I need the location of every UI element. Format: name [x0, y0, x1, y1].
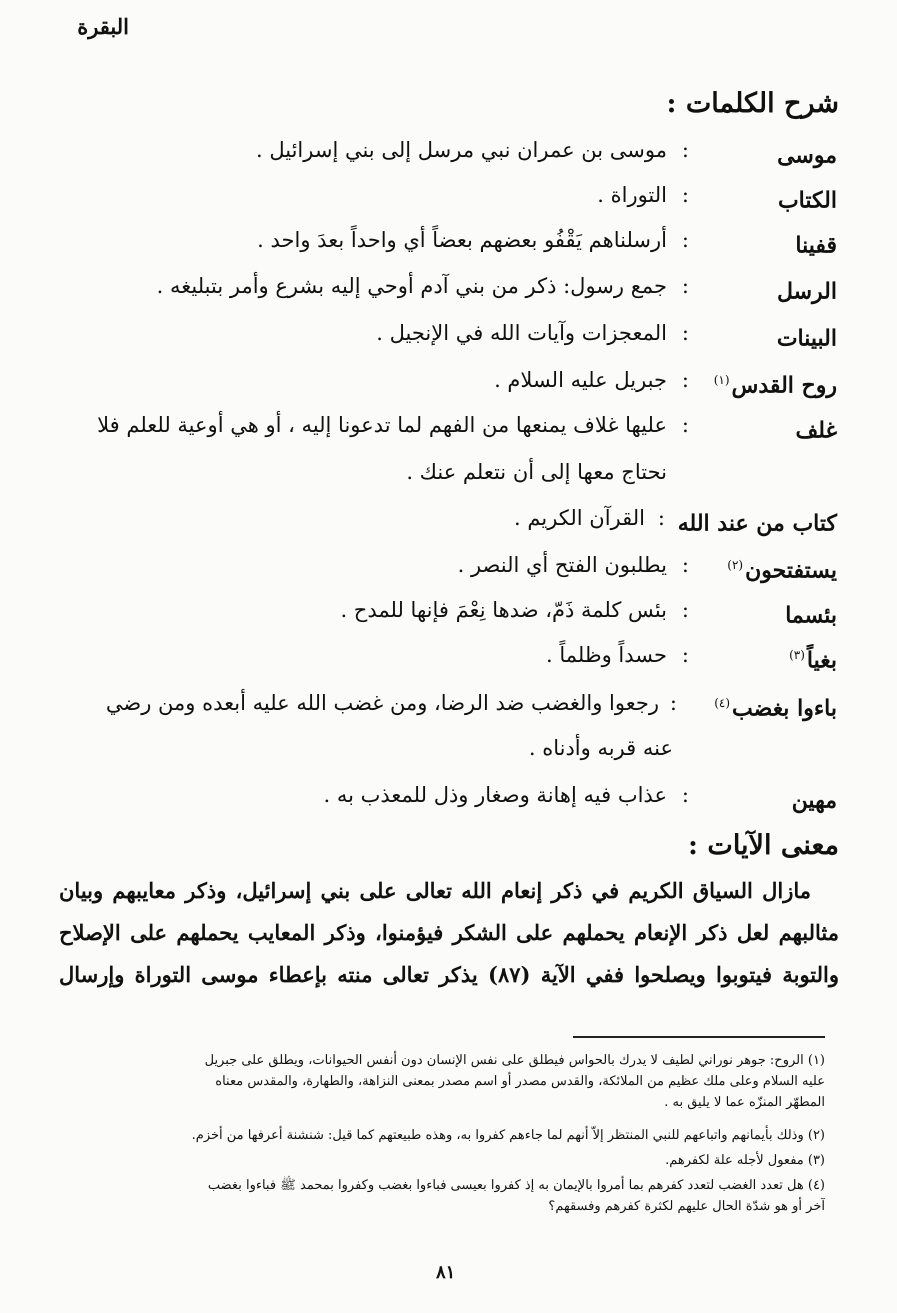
footnote-4: [75, 1175, 825, 1217]
paragraph-line: مثالبهم لعل ذكر الإنعام يحملهم على الشكر فيؤمنوا، وذكر المعايب يحملهم على الإصلاح: [59, 920, 839, 945]
glossary-definition: جبريل عليه السلام .: [494, 368, 667, 392]
footnote-line: عليه السلام وعلى ملك عظيم من الملائكة، والقدس مصدر أو اسم مصدر بمعنى النزاهة، والطهارة، والمقدس معناه: [215, 1074, 825, 1089]
glossary-term: غلف: [795, 417, 837, 444]
glossary-colon: :: [657, 506, 665, 530]
footnote-line: (١) الروح: جوهر نوراني لطيف لا يدرك بالحواس فيطلق على نفس الإنسان دون أنفس الحيوانات، ويطلق على جبريل: [204, 1053, 825, 1068]
footnote-line: (٣) مفعول لأجله علة لكفرهم.: [665, 1153, 825, 1168]
footnote-2: [75, 1125, 825, 1146]
glossary-entry: [62, 775, 837, 815]
glossary-colon: :: [681, 183, 689, 207]
glossary-term: بغياً$^{(٣)}$: [789, 647, 837, 674]
glossary-entry: [62, 545, 837, 585]
glossary-colon: :: [669, 691, 677, 715]
glossary-definition-continuation: عنه قربه وأدناه .: [528, 736, 673, 760]
glossary-term: كتاب من عند الله: [677, 510, 837, 537]
glossary-colon: :: [681, 413, 689, 437]
footnote-line: المطهّر المنزّه عما لا يليق به .: [664, 1095, 825, 1110]
glossary-entry: [62, 175, 837, 215]
glossary-definition: القرآن الكريم .: [514, 506, 645, 530]
glossary-term: يستفتحون$^{(٢)}$: [727, 557, 837, 584]
glossary-definition: عليها غلاف يمنعها من الفهم لما تدعونا إليه ، أو هي أوعية للعلم فلا: [97, 413, 667, 437]
glossary-term: بئسما: [785, 602, 837, 629]
meaning-paragraph: [59, 870, 839, 996]
running-header: البقرة: [77, 14, 129, 39]
glossary-definition: جمع رسول: ذكر من بني آدم أوحي إليه بشرع وأمر بتبليغه .: [156, 274, 667, 298]
glossary-term: البينات: [776, 325, 837, 352]
glossary-colon: :: [681, 553, 689, 577]
footnote-1: [75, 1050, 825, 1113]
glossary-definition: التوراة .: [597, 183, 667, 207]
glossary-entry: [62, 220, 837, 260]
footnote-separator: [573, 1036, 825, 1038]
glossary-definition: حسداً وظلماً .: [546, 643, 667, 667]
glossary-colon: :: [681, 643, 689, 667]
glossary-colon: :: [681, 274, 689, 298]
glossary-heading: شرح الكلمات :: [666, 88, 839, 119]
glossary-entry: [62, 590, 837, 630]
glossary-term: الرسل: [776, 278, 837, 305]
glossary-colon: :: [681, 321, 689, 345]
glossary-colon: :: [681, 138, 689, 162]
glossary-entry: [62, 313, 837, 353]
glossary-entry: [62, 683, 837, 723]
paragraph-line: والتوبة فيتوبوا ويصلحوا ففي الآية (٨٧) يذكر تعالى منته بإعطاء موسى التوراة وإرسال: [59, 962, 839, 987]
glossary-entry: [62, 130, 837, 170]
glossary-colon: :: [681, 368, 689, 392]
meaning-heading: معنى الآيات :: [688, 830, 839, 861]
glossary-definition: المعجزات وآيات الله في الإنجيل .: [376, 321, 667, 345]
glossary-term: روح القدس$^{(١)}$: [713, 372, 837, 399]
footnote-line: (٤) هل تعدد الغضب لتعدد كفرهم بما أمروا بالإيمان به إذ كفروا بعيسى فباءوا بغضب وكفروا بمحمد ﷺ فباءوا بغضب: [207, 1178, 825, 1193]
footnote-line: (٢) وذلك بأيمانهم واتباعهم للنبي المنتظر إلاّ أنهم لما جاءهم كفروا به، وهذه طبيعتهم كما قيل: شنشنة أعرفها من أخزم.: [191, 1128, 825, 1143]
glossary-term: قفينا: [795, 232, 837, 259]
glossary-entry: [62, 360, 837, 400]
glossary-definition: رجعوا والغضب ضد الرضا، ومن غضب الله عليه أبعده ومن رضي: [105, 691, 659, 715]
page-number: ٨١: [436, 1262, 456, 1283]
glossary-entry: [62, 266, 837, 306]
glossary-term: مهين: [791, 787, 837, 814]
glossary-entry: [62, 405, 837, 445]
footnote-3: [75, 1150, 825, 1171]
footnote-line: آخر أو هو شدّة الحال عليهم لكثرة كفرهم وفسقهم؟: [548, 1199, 825, 1214]
glossary-term: موسى: [777, 142, 837, 169]
glossary-term: باءوا بغضب$^{(٤)}$: [714, 695, 837, 722]
glossary-colon: :: [681, 598, 689, 622]
glossary-definition: بئس كلمة ذَمّ، ضدها نِعْمَ فإنها للمدح .: [340, 598, 667, 622]
paragraph-line: مازال السياق الكريم في ذكر إنعام الله تعالى على بني إسرائيل، وذكر معايبهم وبيان: [59, 878, 811, 903]
glossary-definition-continuation: نحتاج معها إلى أن نتعلم عنك .: [406, 460, 667, 484]
glossary-colon: :: [681, 228, 689, 252]
glossary-colon: :: [681, 783, 689, 807]
glossary-definition: موسى بن عمران نبي مرسل إلى بني إسرائيل .: [256, 138, 667, 162]
glossary-definition: أرسلناهم يَقْفُو بعضهم بعضاً أي واحداً بعدَ واحد .: [257, 228, 667, 252]
glossary-definition: يطلبون الفتح أي النصر .: [457, 553, 667, 577]
glossary-definition: عذاب فيه إهانة وصغار وذل للمعذب به .: [323, 783, 667, 807]
glossary-entry: [62, 635, 837, 675]
glossary-entry: [62, 498, 837, 538]
glossary-term: الكتاب: [777, 187, 837, 214]
